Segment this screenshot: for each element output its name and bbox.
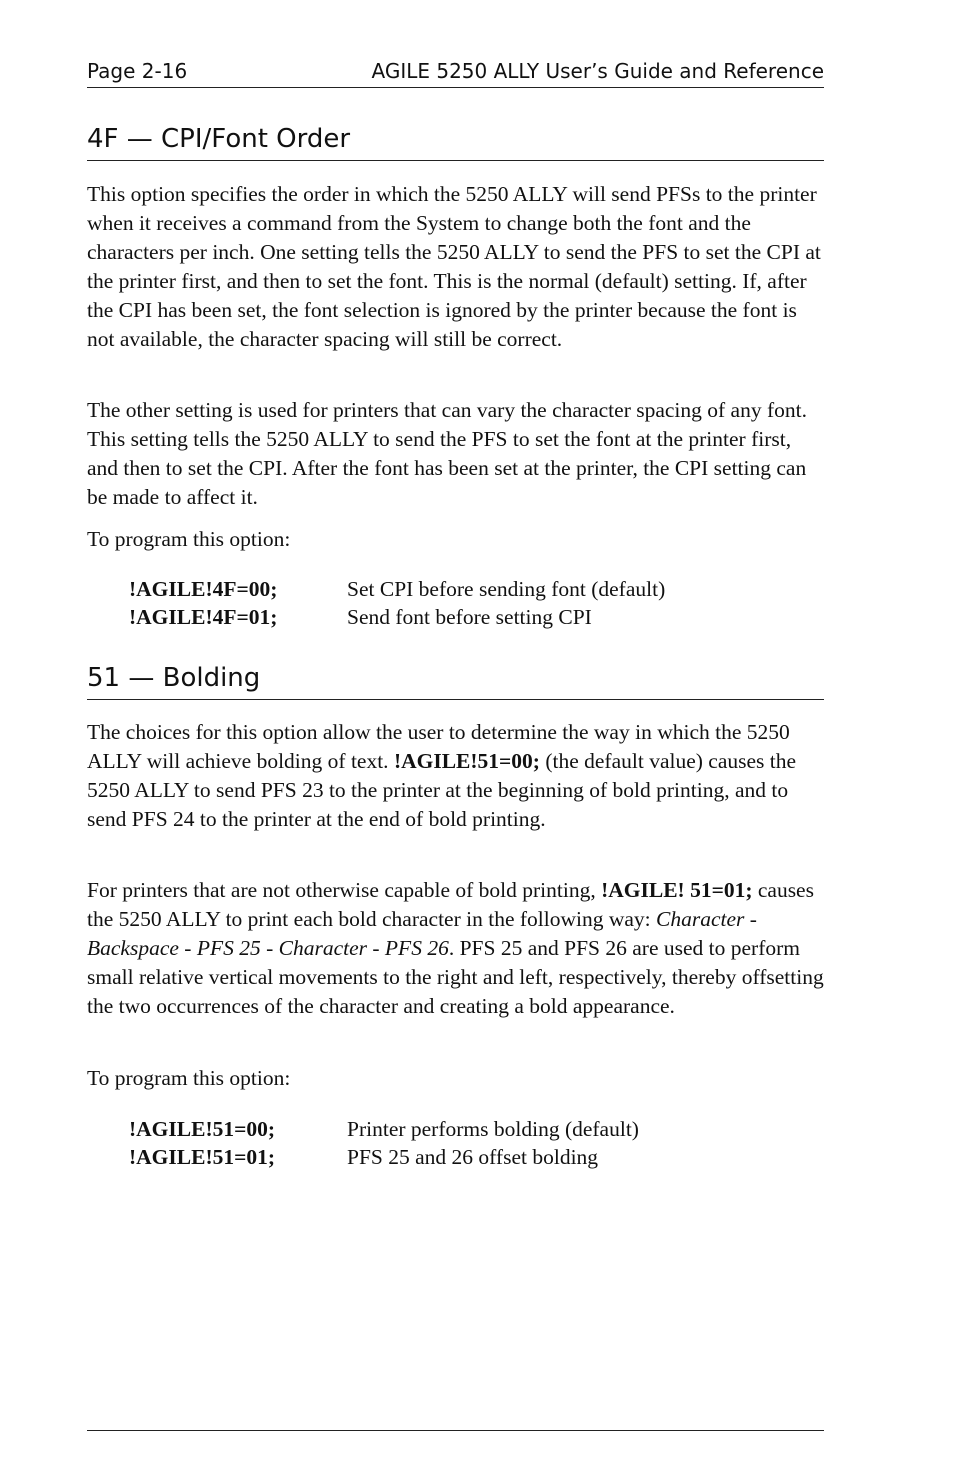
command-description: Printer performs bolding (default) (347, 1117, 639, 1141)
command-description: Send font before setting CPI (347, 605, 592, 629)
command-code: !AGILE!4F=00; (129, 577, 278, 601)
text-run: (the default value) causes the 5250 ALLY to send PFS 23 to the printer at the beginning of bold printing, and to send PFS 24 to the printer at the end of bold printing. (87, 749, 797, 831)
section-4f-command-list (129, 575, 819, 631)
command-code: !AGILE!51=00; (129, 1117, 276, 1141)
section-4f-title: 4F — CPI/Font Order (87, 122, 824, 161)
section-51-command-list (129, 1115, 819, 1171)
inline-command: !AGILE! 51=01; (601, 878, 753, 902)
command-row (129, 575, 819, 603)
command-description: Set CPI before sending font (default) (347, 577, 666, 601)
command-code: !AGILE!4F=01; (129, 605, 278, 629)
text-run: The choices for this option allow the user to determine the way in which the 5250 ALLY will achieve bolding of text. (87, 720, 790, 773)
section-4f-paragraph-1: This option specifies the order in which the 5250 ALLY will send PFSs to the printer when it receives a command from the System to change both the font and the characters per inch. One setting tells the 5250 ALLY to send the PFS to set the CPI at the printer first, and then to set the font. This is the normal (default) setting. If, after the CPI has been set, the font selection is ignored by the printer because the font is not available, the character spacing will still be correct. (87, 182, 821, 351)
section-4f-program-intro: To program this option: (87, 527, 291, 551)
inline-command: !AGILE!51=00; (393, 749, 540, 773)
section-4f-paragraph-2: The other setting is used for printers that can vary the character spacing of any font. This setting tells the 5250 ALLY to send the PFS to set the font at the printer first, and then to set the CPI. After the font has been set at the printer, the CPI setting can be made to affect it. (87, 398, 807, 509)
book-title: AGILE 5250 ALLY User’s Guide and Reference (371, 59, 824, 83)
command-row (129, 1143, 819, 1171)
section-51-title: 51 — Bolding (87, 661, 824, 700)
section-51-program-intro: To program this option: (87, 1066, 291, 1090)
section-51-paragraph-2 (87, 876, 824, 1021)
page-number: Page 2-16 (87, 59, 188, 83)
footer-rule (87, 1430, 824, 1431)
running-header (87, 57, 824, 88)
text-run: For printers that are not otherwise capable of bold printing, (87, 878, 602, 902)
text-run: . PFS 25 and PFS 26 are used to perform small relative vertical movements to the right and left, respectively, thereby offsetting the two occurrences of the character and creating a bold appearance. (87, 936, 824, 1018)
command-row (129, 603, 819, 631)
command-row (129, 1115, 819, 1143)
command-description: PFS 25 and 26 offset bolding (347, 1145, 599, 1169)
inline-sequence: Character - Backspace - PFS 25 - Character - PFS 26 (87, 907, 757, 960)
text-run: causes the 5250 ALLY to print each bold character in the following way: (87, 878, 814, 931)
command-code: !AGILE!51=01; (129, 1145, 276, 1169)
section-51-paragraph-1 (87, 718, 824, 834)
